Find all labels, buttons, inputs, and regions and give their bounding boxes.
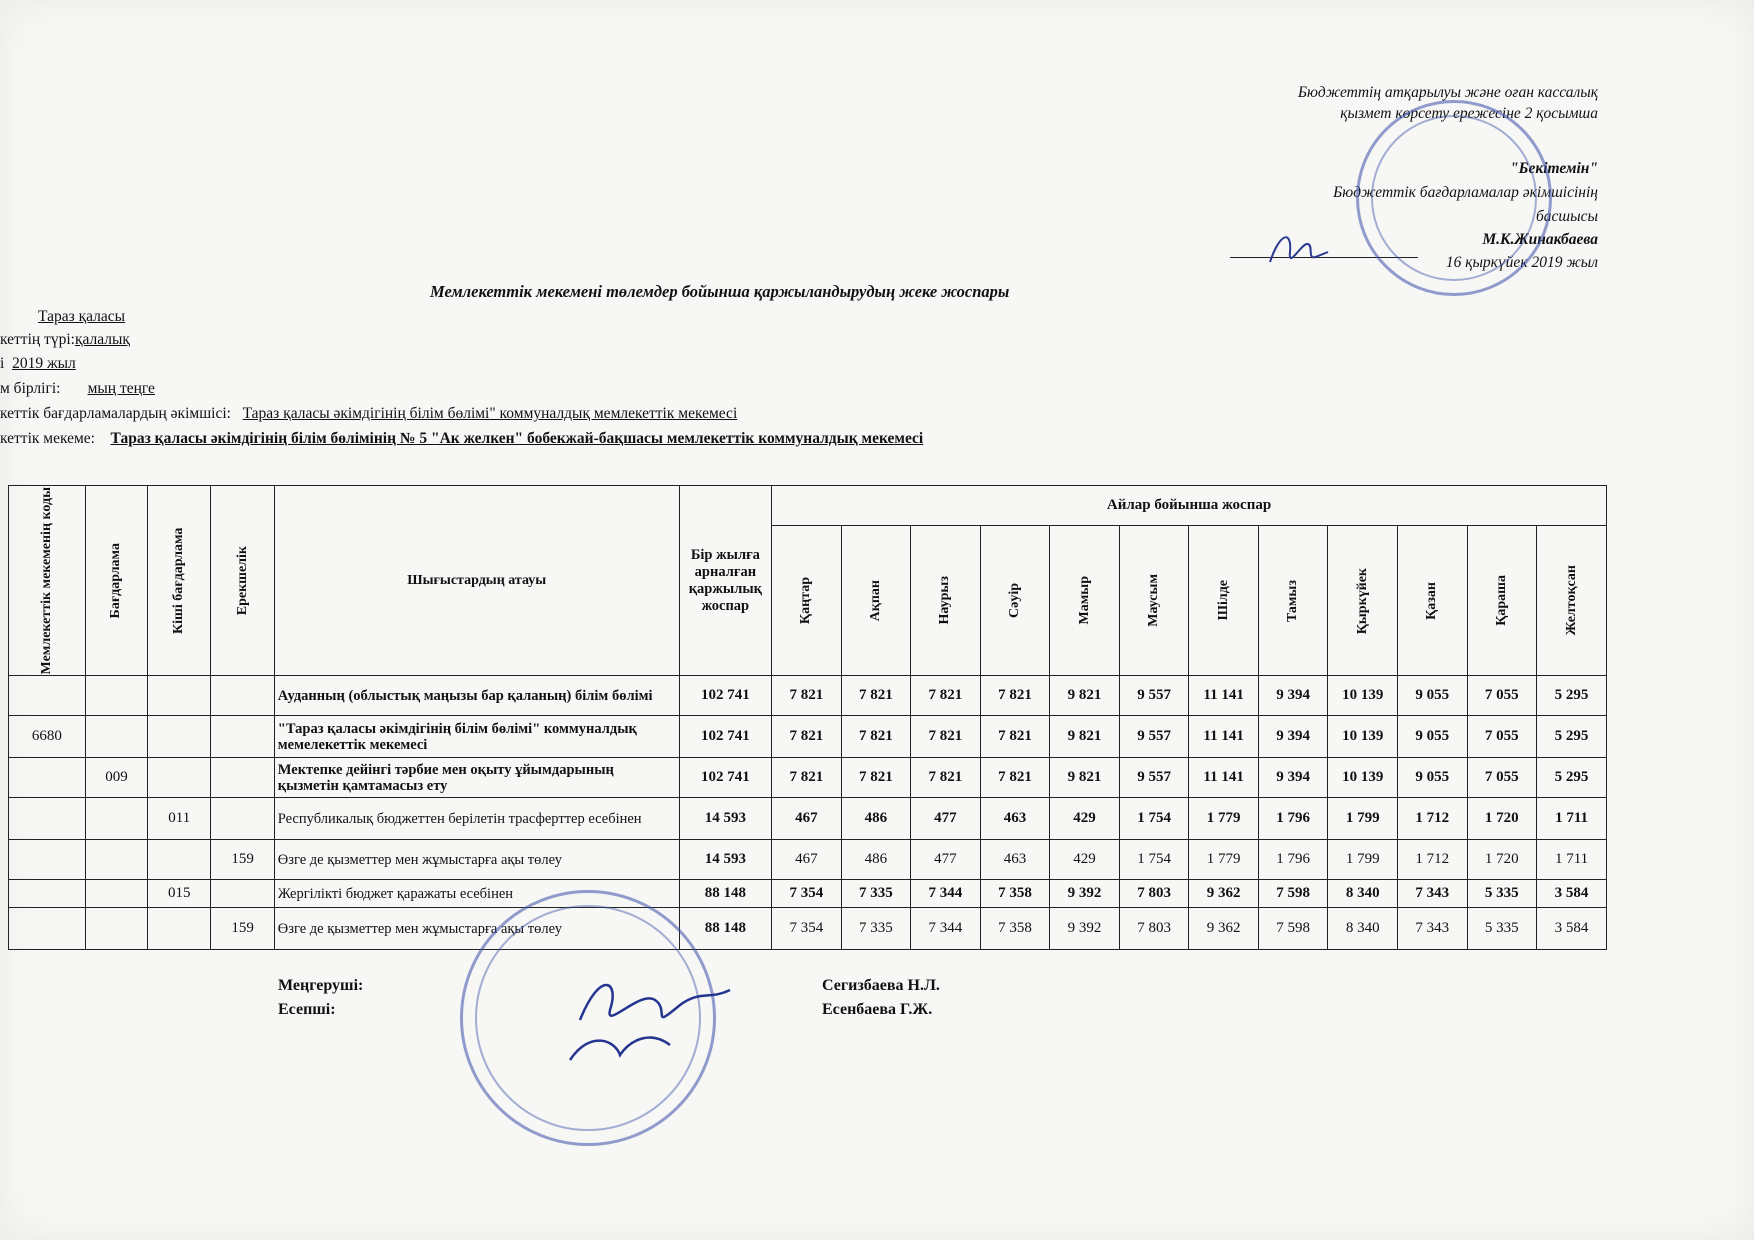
annex-line-1: Бюджеттің атқарылуы және оған кассалық [1297, 84, 1598, 101]
col-month-3: Наурыз [911, 525, 981, 676]
cell-code [9, 676, 86, 716]
cell-month-12: 3 584 [1537, 908, 1607, 950]
cell-program [85, 908, 147, 950]
cell-month-2: 486 [841, 798, 911, 840]
cell-month-4: 7 821 [980, 676, 1050, 716]
col-month-2: Ақпан [841, 525, 911, 676]
cell-month-8: 9 394 [1258, 758, 1328, 798]
cell-month-11: 5 335 [1467, 908, 1537, 950]
cell-month-11: 7 055 [1467, 758, 1537, 798]
document-title: Мемлекеттік мекемені төлемдер бойынша қаржыландырудың жеке жоспары [430, 282, 1010, 301]
cell-month-3: 7 821 [911, 758, 981, 798]
cell-subprogram [148, 676, 211, 716]
footer-signatures [560, 960, 760, 1070]
col-specific-header: Ерекшелік [211, 486, 274, 676]
cell-month-8: 1 796 [1258, 840, 1328, 880]
approver-signature [1262, 222, 1332, 278]
manager-label: Меңгеруші: [278, 977, 364, 994]
cell-code [9, 840, 86, 880]
cell-month-7: 11 141 [1189, 758, 1259, 798]
cell-month-3: 7 344 [911, 880, 981, 908]
cell-month-6: 9 557 [1119, 676, 1189, 716]
cell-subprogram: 015 [148, 880, 211, 908]
cell-code [9, 798, 86, 840]
cell-month-8: 9 394 [1258, 716, 1328, 758]
cell-month-6: 1 754 [1119, 840, 1189, 880]
cell-month-12: 1 711 [1537, 840, 1607, 880]
approver-position-2: басшысы [1536, 208, 1598, 225]
cell-specific [211, 798, 274, 840]
cell-month-4: 7 358 [980, 880, 1050, 908]
cell-month-11: 5 335 [1467, 880, 1537, 908]
cell-month-10: 9 055 [1397, 676, 1467, 716]
cell-month-11: 7 055 [1467, 716, 1537, 758]
cell-month-6: 7 803 [1119, 880, 1189, 908]
approver-position-1: Бюджеттік бағдарламалар әкімшісінің [1333, 184, 1598, 201]
table-row [9, 758, 1607, 798]
cell-specific: 159 [211, 840, 274, 880]
cell-month-1: 7 821 [772, 716, 842, 758]
cell-month-2: 7 821 [841, 716, 911, 758]
col-annual-header: Бір жылға арналған қаржылық жоспар [679, 486, 771, 676]
cell-month-12: 3 584 [1537, 880, 1607, 908]
cell-month-3: 477 [911, 798, 981, 840]
cell-subprogram [148, 758, 211, 798]
meta-city: Тараз қаласы [38, 308, 126, 325]
cell-month-10: 7 343 [1397, 880, 1467, 908]
table-row [9, 798, 1607, 840]
accountant-name: Есенбаева Г.Ж. [822, 1001, 933, 1018]
cell-program [85, 798, 147, 840]
cell-month-3: 477 [911, 840, 981, 880]
approval-stamp [1356, 100, 1552, 296]
cell-specific [211, 676, 274, 716]
col-month-11: Қараша [1467, 525, 1537, 676]
cell-month-8: 1 796 [1258, 798, 1328, 840]
cell-month-5: 9 392 [1050, 908, 1120, 950]
col-month-9: Қыркүйек [1328, 525, 1398, 676]
cell-program [85, 676, 147, 716]
cell-month-2: 7 335 [841, 908, 911, 950]
cell-month-2: 7 335 [841, 880, 911, 908]
cell-month-12: 5 295 [1537, 676, 1607, 716]
meta-year: і 2019 жыл [0, 355, 76, 372]
cell-month-1: 7 354 [772, 880, 842, 908]
cell-month-12: 5 295 [1537, 758, 1607, 798]
cell-name: Өзге де қызметтер мен жұмыстарға ақы төлеу [274, 840, 679, 880]
col-month-12: Желтоқсан [1537, 525, 1607, 676]
table-row [9, 908, 1607, 950]
cell-annual: 102 741 [679, 676, 771, 716]
cell-month-9: 10 139 [1328, 676, 1398, 716]
table-row [9, 716, 1607, 758]
col-name-header: Шығыстардың атауы [274, 486, 679, 676]
accountant-label: Есепші: [278, 1001, 336, 1018]
cell-month-9: 1 799 [1328, 840, 1398, 880]
col-month-10: Қазан [1397, 525, 1467, 676]
cell-month-4: 7 821 [980, 716, 1050, 758]
cell-month-6: 1 754 [1119, 798, 1189, 840]
cell-program [85, 716, 147, 758]
cell-annual: 14 593 [679, 840, 771, 880]
cell-name: Өзге де қызметтер мен жұмыстарға ақы төлеу [274, 908, 679, 950]
cell-month-10: 9 055 [1397, 716, 1467, 758]
cell-month-10: 1 712 [1397, 798, 1467, 840]
meta-unit: м бірлігі: мың теңге [0, 380, 155, 397]
cell-month-7: 11 141 [1189, 676, 1259, 716]
cell-month-6: 9 557 [1119, 758, 1189, 798]
cell-subprogram [148, 908, 211, 950]
approver-name: М.К.Жинакбаева [1482, 231, 1598, 248]
cell-specific [211, 716, 274, 758]
cell-month-4: 7 821 [980, 758, 1050, 798]
col-month-7: Шілде [1189, 525, 1259, 676]
cell-month-12: 5 295 [1537, 716, 1607, 758]
cell-month-5: 9 821 [1050, 758, 1120, 798]
cell-annual: 14 593 [679, 798, 771, 840]
cell-month-7: 11 141 [1189, 716, 1259, 758]
table-body [9, 676, 1607, 950]
cell-code [9, 908, 86, 950]
cell-month-1: 7 354 [772, 908, 842, 950]
cell-month-5: 429 [1050, 840, 1120, 880]
col-program-header: Бағдарлама [85, 486, 147, 676]
cell-code [9, 880, 86, 908]
cell-month-1: 467 [772, 840, 842, 880]
financing-plan-table [8, 485, 1607, 950]
cell-month-5: 9 392 [1050, 880, 1120, 908]
cell-subprogram [148, 716, 211, 758]
cell-month-9: 1 799 [1328, 798, 1398, 840]
cell-month-5: 9 821 [1050, 716, 1120, 758]
cell-program [85, 880, 147, 908]
cell-month-6: 7 803 [1119, 908, 1189, 950]
cell-month-7: 1 779 [1189, 840, 1259, 880]
cell-month-11: 1 720 [1467, 798, 1537, 840]
cell-month-8: 7 598 [1258, 908, 1328, 950]
cell-month-11: 7 055 [1467, 676, 1537, 716]
cell-annual: 102 741 [679, 716, 771, 758]
col-month-6: Маусым [1119, 525, 1189, 676]
cell-subprogram [148, 840, 211, 880]
cell-month-5: 429 [1050, 798, 1120, 840]
cell-month-10: 9 055 [1397, 758, 1467, 798]
cell-month-4: 7 358 [980, 908, 1050, 950]
cell-month-4: 463 [980, 798, 1050, 840]
cell-name: Жергілікті бюджет қаражаты есебінен [274, 880, 679, 908]
cell-month-8: 7 598 [1258, 880, 1328, 908]
cell-month-7: 9 362 [1189, 908, 1259, 950]
cell-month-5: 9 821 [1050, 676, 1120, 716]
cell-month-11: 1 720 [1467, 840, 1537, 880]
cell-month-3: 7 821 [911, 716, 981, 758]
col-subprogram-header: Кіші бағдарлама [148, 486, 211, 676]
col-month-5: Мамыр [1050, 525, 1120, 676]
table-row [9, 880, 1607, 908]
cell-program: 009 [85, 758, 147, 798]
cell-month-1: 467 [772, 798, 842, 840]
cell-code [9, 758, 86, 798]
cell-month-2: 7 821 [841, 676, 911, 716]
table-row [9, 840, 1607, 880]
table-row [9, 676, 1607, 716]
cell-program [85, 840, 147, 880]
cell-month-6: 9 557 [1119, 716, 1189, 758]
cell-month-2: 486 [841, 840, 911, 880]
cell-month-1: 7 821 [772, 758, 842, 798]
manager-name: Сегизбаева Н.Л. [822, 977, 940, 994]
cell-month-10: 7 343 [1397, 908, 1467, 950]
col-month-4: Сәуір [980, 525, 1050, 676]
cell-month-8: 9 394 [1258, 676, 1328, 716]
cell-month-9: 10 139 [1328, 758, 1398, 798]
cell-month-4: 463 [980, 840, 1050, 880]
cell-month-9: 8 340 [1328, 908, 1398, 950]
cell-annual: 102 741 [679, 758, 771, 798]
cell-specific [211, 758, 274, 798]
meta-admin: кеттік бағдарламалардың әкімшісі: Тараз қаласы әкімдігінің білім бөлімі" коммуналдық мемлекеттік мекемесі [0, 405, 738, 422]
cell-name: "Тараз қаласы әкімдігінің білім бөлімі" коммуналдық мемелекеттік мекемесі [274, 716, 679, 758]
cell-annual: 88 148 [679, 880, 771, 908]
cell-month-10: 1 712 [1397, 840, 1467, 880]
cell-specific: 159 [211, 908, 274, 950]
cell-month-9: 10 139 [1328, 716, 1398, 758]
cell-month-7: 1 779 [1189, 798, 1259, 840]
cell-month-7: 9 362 [1189, 880, 1259, 908]
annex-line-2: қызмет көрсету ережесіне 2 қосымша [1340, 105, 1598, 122]
meta-budget-type: кеттің түрі:қалалық [0, 331, 130, 348]
cell-month-3: 7 344 [911, 908, 981, 950]
meta-institution: кеттік мекеме: Тараз қаласы әкімдігінің білім бөлімінің № 5 "Ак желкен" бобекжай-бақшасы мемлекеттік коммуналдық мекемесі [0, 430, 924, 447]
col-month-1: Қаңтар [772, 525, 842, 676]
approve-date: 16 қыркүйек 2019 жыл [1445, 254, 1598, 271]
cell-month-3: 7 821 [911, 676, 981, 716]
months-group-header: Айлар бойынша жоспар [772, 486, 1607, 526]
cell-subprogram: 011 [148, 798, 211, 840]
cell-code: 6680 [9, 716, 86, 758]
cell-annual: 88 148 [679, 908, 771, 950]
cell-name: Мектепке дейінгі тәрбие мен оқыту ұйымдарының қызметін қамтамасыз ету [274, 758, 679, 798]
cell-specific [211, 880, 274, 908]
approve-label: "Бекітемін" [1510, 160, 1598, 177]
cell-month-9: 8 340 [1328, 880, 1398, 908]
col-month-8: Тамыз [1258, 525, 1328, 676]
cell-name: Ауданның (облыстық маңызы бар қаланың) білім бөлімі [274, 676, 679, 716]
cell-month-1: 7 821 [772, 676, 842, 716]
cell-month-12: 1 711 [1537, 798, 1607, 840]
col-code-header: Мемлекеттік мекеменің коды [9, 486, 86, 676]
cell-name: Республикалық бюджеттен берілетін трасферттер есебінен [274, 798, 679, 840]
cell-month-2: 7 821 [841, 758, 911, 798]
